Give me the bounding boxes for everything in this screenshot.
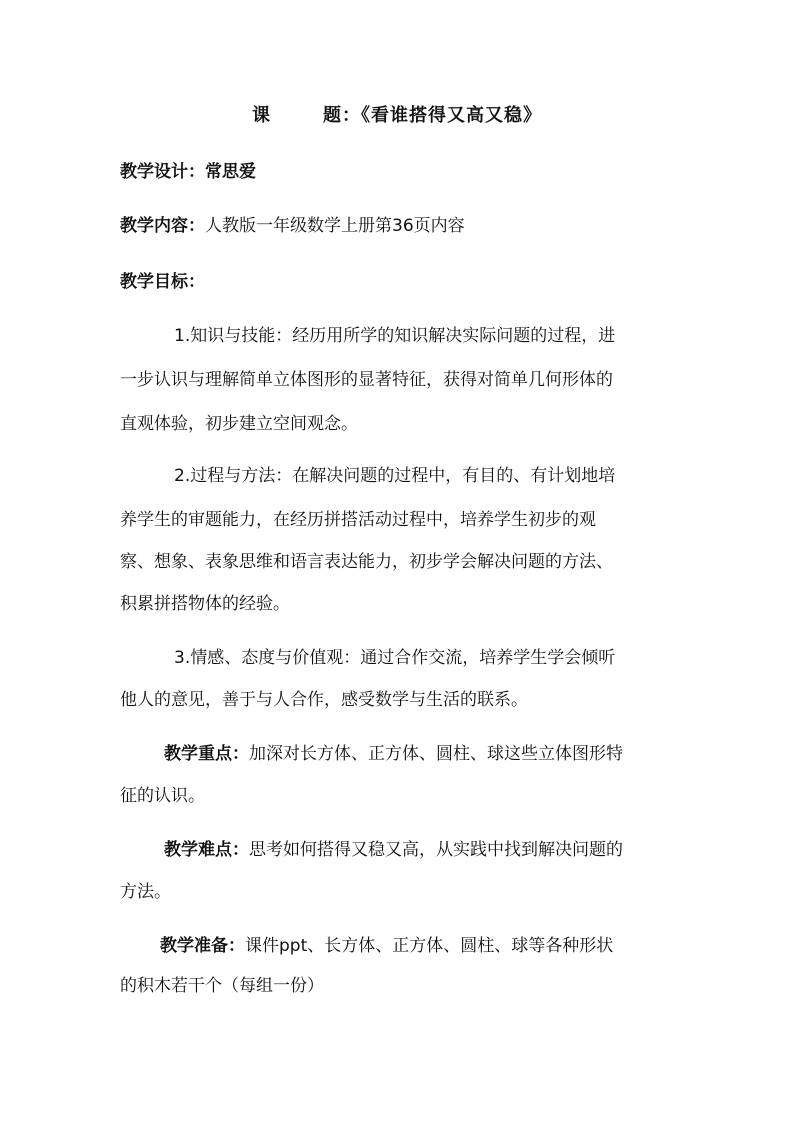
content-line	[120, 214, 465, 238]
key-points-label: 教学重点：	[164, 744, 249, 764]
objectives-heading	[120, 270, 205, 294]
key-points-text: 加深对长方体、正方体、圆柱、球这些立体图形特	[249, 744, 623, 764]
title-label-1: 课	[252, 105, 271, 126]
title-label-2: 题：	[323, 105, 361, 126]
title-value: 《看谁搭得又高又稳》	[361, 105, 542, 126]
objective-2-line-1: 2.过程与方法：在解决问题的过程中，有目的、有计划地培	[174, 466, 616, 486]
preparation-text: 课件ppt、长方体、正方体、圆柱、球等各种形状	[245, 936, 614, 956]
objective-1-line-2: 一步认识与理解简单立体图形的显著特征，获得对简单几何形体的	[120, 370, 613, 390]
objective-2-line-3: 察、想象、表象思维和语言表达能力，初步学会解决问题的方法、	[120, 552, 613, 572]
content-value: 人教版一年级数学上册第36页内容	[205, 216, 465, 236]
difficulties-text: 思考如何搭得又稳又高，从实践中找到解决问题的	[249, 840, 623, 860]
objective-2-line-2: 养学生的审题能力，在经历拼搭活动过程中，培养学生初步的观	[120, 510, 596, 530]
objective-1-line-1: 1.知识与技能：经历用所学的知识解决实际问题的过程，进	[174, 326, 616, 346]
lesson-title	[252, 104, 542, 128]
key-points-line-1	[164, 742, 623, 766]
designer-value: 常思爱	[205, 162, 256, 182]
objectives-label: 教学目标：	[120, 272, 205, 292]
objective-3-line-1: 3.情感、态度与价值观：通过合作交流，培养学生学会倾听	[174, 648, 616, 668]
difficulties-line-2: 方法。	[120, 882, 171, 902]
difficulties-label: 教学难点：	[164, 840, 249, 860]
designer-label: 教学设计：	[120, 162, 205, 182]
key-points-line-2: 征的认识。	[120, 786, 205, 806]
difficulties-line-1	[164, 838, 623, 862]
preparation-label: 教学准备：	[160, 936, 245, 956]
objective-2-line-4: 积累拼搭物体的经验。	[120, 594, 290, 614]
designer-line	[120, 160, 256, 184]
objective-1-line-3: 直观体验，初步建立空间观念。	[120, 414, 358, 434]
preparation-line-1	[160, 934, 613, 958]
content-label: 教学内容：	[120, 216, 205, 236]
objective-3-line-2: 他人的意见，善于与人合作，感受数学与生活的联系。	[120, 690, 528, 710]
preparation-line-2: 的积木若干个（每组一份）	[120, 976, 324, 996]
